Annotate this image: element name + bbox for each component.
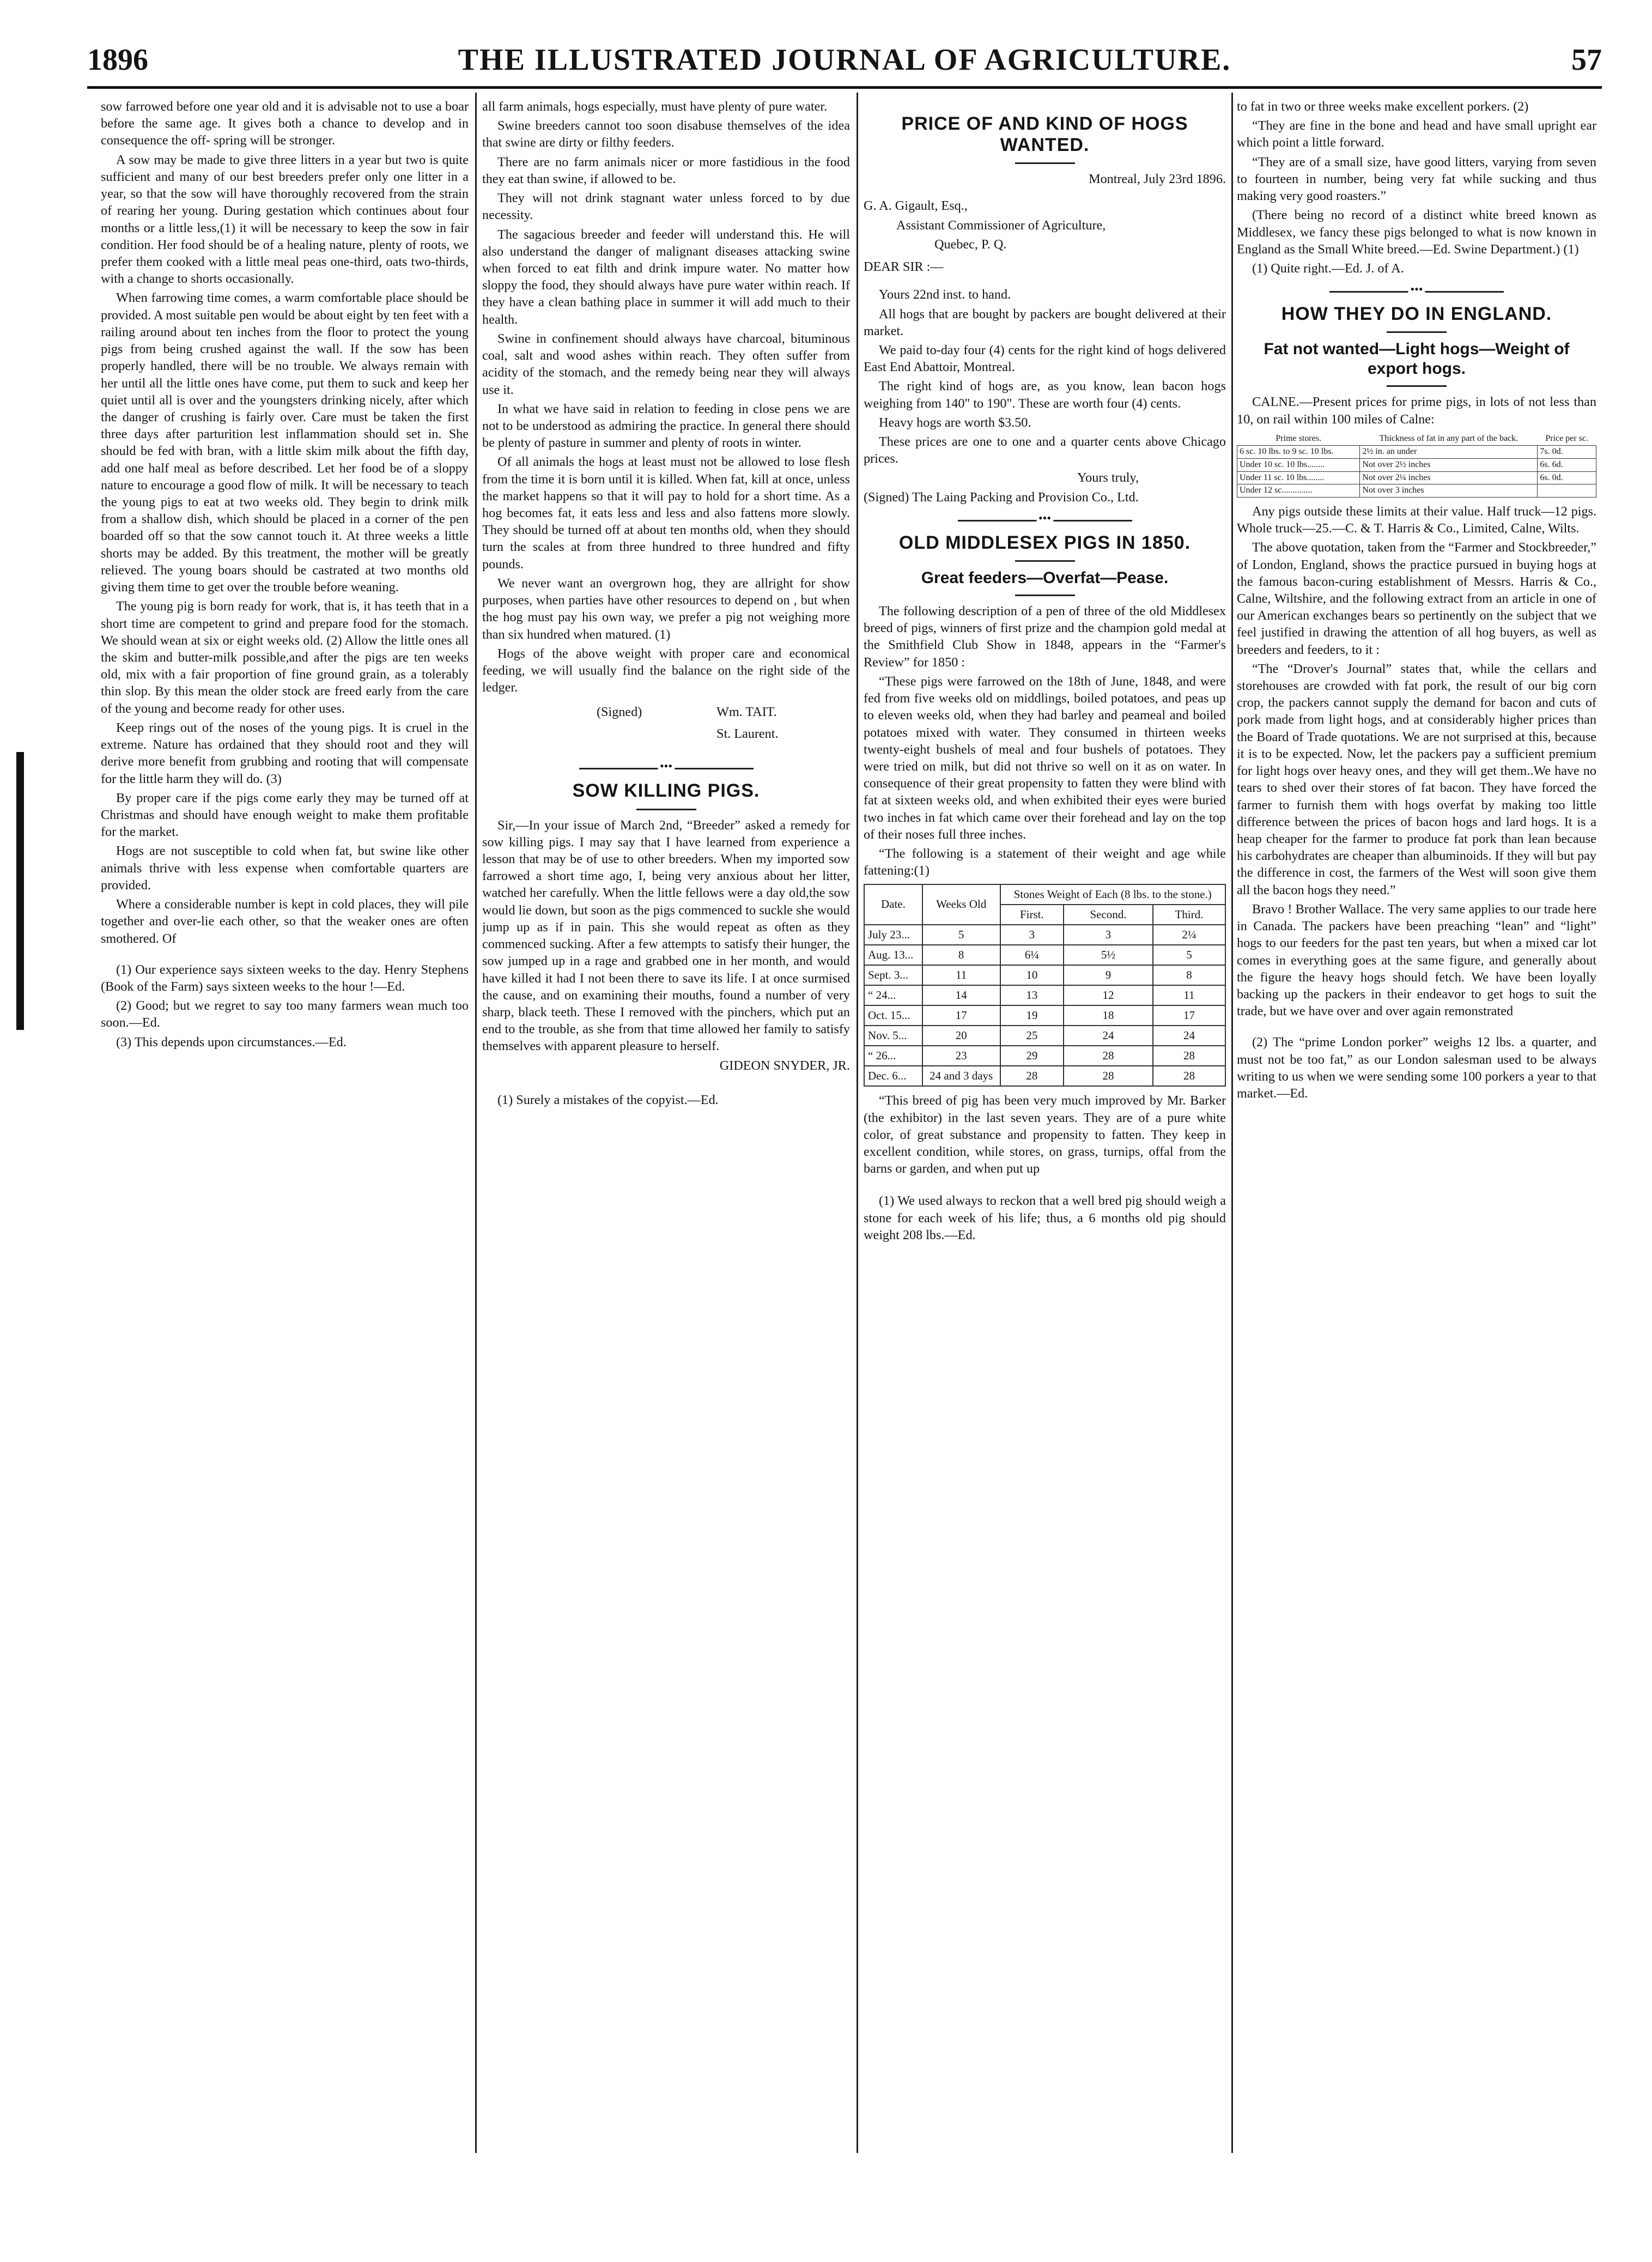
table-row <box>864 925 1225 945</box>
table-header: Price per sc. <box>1545 433 1589 443</box>
column-rule <box>1231 93 1233 2153</box>
table-row <box>864 1046 1225 1066</box>
table-cell: 6s. 6d. <box>1538 458 1596 471</box>
footnote: (1) We used always to reckon that a well bred pig should weigh a stone for each week of his life; thus, a 6 months old pig should weight 208 lbs.—Ed. <box>864 1193 1226 1242</box>
table-cell: 20 <box>922 1026 1000 1046</box>
table-cell: 5 <box>1153 945 1225 965</box>
paragraph: CALNE.—Present prices for prime pigs, in lots of not less than 10, on rail within 100 miles of Calne: <box>1237 395 1596 427</box>
paragraph: These prices are one to one and a quarter cents above Chicago prices. <box>864 434 1226 466</box>
paragraph: Any pigs outside these limits at their value. Half truck—12 pigs. Whole truck—25.—C. & T. Harris & Co., Limited, Calne, Wilts. <box>1237 504 1596 536</box>
paragraph: When farrowing time comes, a warm comfortable place should be provided. A most suitable pen would be about eight by ten feet with a railing around about ten inches from the floor to protect the young pigs from being crushed against the wall. If the sow has been properly handled, there will be no trouble. We always remain with her until all the little ones have come, put them to suck and keep her quiet until all is over and the youngsters drinking nicely, after which the danger of crushing is fairly over. Care must be taken the first three days after parturition lest inflammation should set in. She should be fed with bran, with a little skim milk about the fifth day, add one half meal as before described. Let her food be of a sloppy nature to encourage a good flow of milk. It will be necessary to teach the young pigs to eat at two weeks old. They begin to drink milk from a shallow dish, which should be placed in a corner of the pen boarded off so that the sow cannot touch it. At three weeks a little shorts may be added. By this treatment, the mother will be greatly relieved. The young boars should be castrated at two months old giving them time to get over the trouble before weaning. <box>101 290 469 595</box>
table-row <box>1237 458 1596 471</box>
paragraph: all farm animals, hogs especially, must have plenty of pure water. <box>482 99 828 114</box>
table-row <box>864 1026 1225 1046</box>
signed-label: (Signed) <box>597 705 642 720</box>
table-cell: 28 <box>1153 1066 1225 1086</box>
table-cell: July 23... <box>864 925 922 945</box>
footnote: (2) The “prime London porker” weighs 12 lbs. a quarter, and must not be too fat,” as our London salesman used to be always writing to us when we were sending some 100 porkers a year to that market.—Ed. <box>1237 1035 1596 1101</box>
table-row <box>864 985 1225 1005</box>
table-cell: Not over 2¼ inches <box>1360 471 1538 484</box>
table-cell: 25 <box>1000 1026 1064 1046</box>
paragraph: Yours 22nd inst. to hand. <box>879 287 1011 302</box>
table-cell: 7s. 0d. <box>1538 446 1596 459</box>
paragraph: “The “Drover's Journal” states that, while the cellars and storehouses are crowded with fat pork, the result of our big corn crop, the packers cannot supply the demand for bacon and cuts of pork made from light hogs, and at considerably higher prices than the Board of Trade quotations. We are not surprised at this, because it is to be expected. Now, let the packers pay a sufficient premium for light hogs over heavy ones, and they will get them..We have no tears to shed over their stores of fat bacon. They have forced the farmer to furnish them with hogs overfat by making too little difference between the prices of bacon hogs and lard hogs. It is a heap cheaper for the farmer to produce fat pork than lean because his carbohydrates are cheaper than albuminoids. If they will but pay the difference in cost, the farmers of the West will soon give them all the bacon hogs they need.” <box>1237 661 1596 897</box>
paragraph: The above quotation, taken from the “Farmer and Stockbreeder,” of London, England, shows the practice pursued in buying hogs at the famous bacon-curing establishment of Messrs. Harris & Co., Calne, Wiltshire, and the following extract from an article in one of our American exchanges bears so pertinently on the subject that we feel justified in drawing the attention of all hog buyers, as well as breeders and feeders, to it : <box>1237 540 1596 657</box>
table-cell: 18 <box>1064 1005 1153 1026</box>
heading-rule <box>1387 331 1447 333</box>
table-cell: 2¼ <box>1153 925 1225 945</box>
table-cell <box>1538 484 1596 498</box>
column-3 <box>864 98 1226 2223</box>
table-cell: 10 <box>1000 965 1064 985</box>
table-cell: 17 <box>922 1005 1000 1026</box>
table-header: Second. <box>1064 905 1153 925</box>
table-cell: Aug. 13... <box>864 945 922 965</box>
heading-rule <box>1015 595 1075 596</box>
journal-title: THE ILLUSTRATED JOURNAL OF AGRICULTURE. <box>458 43 1231 77</box>
paragraph: Hogs are not susceptible to cold when fat, but swine like other animals thrive with less expense when comfortable quarters are provided. <box>101 844 469 893</box>
table-cell: 8 <box>1153 965 1225 985</box>
letter-address: Assistant Commissioner of Agriculture, <box>896 217 1106 233</box>
table-header: Weeks Old <box>922 884 1000 925</box>
paragraph: Bravo ! Brother Wallace. The very same applies to our trade here in Canada. The packers have been preaching “lean” and “light” hogs to our feeders for the past ten years, but when a mixed car lot comes in everything goes at the same figure, and generally about the figure the heavy hogs should fetch. We have been loyally backing up the packers in their endeavor to get hogs to suit the trade, but we have over and over again remonstrated <box>1237 901 1596 1019</box>
table-cell: 29 <box>1000 1046 1064 1066</box>
section-heading: PRICE OF AND KIND OF HOGS WANTED. <box>901 113 1188 156</box>
section-subheading: Great feeders—Overfat—Pease. <box>921 569 1169 587</box>
header-rule <box>87 86 1602 89</box>
paragraph: Heavy hogs are worth $3.50. <box>879 415 1031 430</box>
paragraph: By proper care if the pigs come early they may be turned off at Christmas and should have enough weight to make them profitable for the market. <box>101 790 469 840</box>
table-cell: Under 10 sc. 10 lbs........ <box>1237 458 1360 471</box>
table-cell: 28 <box>1000 1066 1064 1086</box>
table-cell: 6s. 0d. <box>1538 471 1596 484</box>
table-cell: 12 <box>1064 985 1153 1005</box>
paragraph: sow farrowed before one year old and it is advisable not to use a boar before the same age. It gives both a chance to develop and in consequence the off- spring will be stronger. <box>101 99 469 148</box>
letter-signature: (Signed) The Laing Packing and Provision Co., Ltd. <box>864 489 1139 505</box>
table-cell: 8 <box>922 945 1000 965</box>
table-cell: 3 <box>1064 925 1153 945</box>
paragraph: Hogs of the above weight with proper care and economical feeding, we will usually find the balance on the right side of the ledger. <box>482 646 850 695</box>
section-divider <box>958 520 1132 521</box>
page-number: 57 <box>1571 43 1602 77</box>
column-2 <box>482 98 850 2223</box>
footnote: (1) Our experience says sixteen weeks to the day. Henry Stephens (Book of the Farm) says sixteen weeks to the hour !—Ed. <box>101 962 469 994</box>
heading-rule <box>1387 385 1447 387</box>
column-4 <box>1237 98 1596 2223</box>
table-cell: 6 sc. 10 lbs. to 9 sc. 10 lbs. <box>1237 446 1360 459</box>
table-cell: 14 <box>922 985 1000 1005</box>
paragraph: We paid to-day four (4) cents for the right kind of hogs delivered East End Abattoir, Montreal. <box>864 342 1226 375</box>
paragraph: to fat in two or three weeks make excellent porkers. (2) <box>1237 99 1529 114</box>
table-cell: 28 <box>1064 1066 1153 1086</box>
price-table <box>1237 432 1596 498</box>
letter-closing: Yours truly, <box>1077 470 1139 486</box>
table-header: Stones Weight of Each (8 lbs. to the stone.) <box>1000 884 1226 905</box>
footnote: (2) Good; but we regret to say too many farmers wean much too soon.—Ed. <box>101 998 469 1030</box>
table-cell: Dec. 6... <box>864 1066 922 1086</box>
table-cell: 11 <box>1153 985 1225 1005</box>
section-divider <box>579 768 754 769</box>
signer-place: St. Laurent. <box>716 726 779 742</box>
table-header: Date. <box>864 884 922 925</box>
footnote: (1) Surely a mistakes of the copyist.—Ed. <box>497 1092 719 1107</box>
table-cell: 28 <box>1153 1046 1225 1066</box>
paragraph: (There being no record of a distinct white breed known as Middlesex, we fancy these pigs belonged to what is now known in England as the Small White breed.—Ed. Swine Department.) (1) <box>1237 208 1596 257</box>
table-row <box>864 1005 1225 1026</box>
paragraph: The young pig is born ready for work, that is, it has teeth that in a short time are competent to grind and prepare food for the stomach. We should wean at six or eight weeks old. (2) Allow the little ones all the skim and butter-milk possible,and after the pigs are ten weeks old, mix with a fair proportion of fine ground grain, as a tolerably thin slop. By this mean the older stock are freed early from the care of the young and become ready for other uses. <box>101 599 469 716</box>
signer-name: GIDEON SNYDER, JR. <box>719 1058 850 1073</box>
table-row <box>864 965 1225 985</box>
section-divider <box>1329 291 1504 293</box>
table-cell: Not over 2½ inches <box>1360 458 1538 471</box>
table-cell: 23 <box>922 1046 1000 1066</box>
footnote: (3) This depends upon circumstances.—Ed. <box>116 1034 347 1050</box>
column-rule <box>475 93 477 2153</box>
paragraph: Of all animals the hogs at least must not be allowed to lose flesh from the time it is born until it is killed. When fat, kill at once, unless the market happens so that it will pay to hold for a short time. As a hog becomes fat, it eats less and less and also fattens more slowly. They should be turned off at about ten months old, when they should turn the scales at from three hundred to three hundred and fifty pounds. <box>482 454 850 572</box>
section-subheading: Fat not wanted—Light hogs—Weight of export hogs. <box>1264 340 1570 378</box>
section-heading: HOW THEY DO IN ENGLAND. <box>1281 304 1552 325</box>
paragraph: A sow may be made to give three litters in a year but two is quite sufficient and many of our best breeders prefer only one litter in a year, so that the sow will have thoroughly recovered from the strain of rearing her young. During gestation which continues about four months or a little less,(1) it will be necessary to keep the sow in fair condition. Her food should be of a healing nature, plenty of roots, we prefer them cooked with a little meal peas one-third, oats two-thirds, with a change to shorts occasionally. <box>101 152 469 287</box>
table-cell: 24 and 3 days <box>922 1066 1000 1086</box>
table-cell: 11 <box>922 965 1000 985</box>
table-header: Third. <box>1153 905 1225 925</box>
heading-rule <box>636 809 696 810</box>
paragraph: All hogs that are bought by packers are bought delivered at their market. <box>864 306 1226 338</box>
table-row <box>1237 471 1596 484</box>
table-header: First. <box>1000 905 1064 925</box>
paragraph: “This breed of pig has been very much improved by Mr. Barker (the exhibitor) in the last seven years. They are of a pure white color, of great substance and propensity to fatten. They keep in excellent condition, while stores, on grass, turnips, offal from the barns or garden, and when put up <box>864 1093 1226 1177</box>
table-cell: Not over 3 inches <box>1360 484 1538 498</box>
table-cell: Sept. 3... <box>864 965 922 985</box>
table-cell: 5½ <box>1064 945 1153 965</box>
page-year: 1896 <box>87 43 148 77</box>
paragraph: “The following is a statement of their weight and age while fattening:(1) <box>864 846 1226 878</box>
table-cell: 17 <box>1153 1005 1225 1026</box>
paragraph: Where a considerable number is kept in cold places, they will pile together and over-lie each other, so that the weaker ones are often smothered. Of <box>101 897 469 946</box>
paragraph: There are no farm animals nicer or more fastidious in the food they eat than swine, if allowed to be. <box>482 154 850 186</box>
paragraph: “They are fine in the bone and head and have small upright ear which point a little forward. <box>1237 118 1596 150</box>
heading-rule <box>1015 560 1075 562</box>
paragraph: In what we have said in relation to feeding in close pens we are not to be understood as admiring the practice. In general there should be plenty of pasture in summer and plenty of roots in winter. <box>482 401 850 451</box>
table-row <box>864 945 1225 965</box>
table-cell: 5 <box>922 925 1000 945</box>
column-1 <box>101 98 469 2223</box>
section-heading: OLD MIDDLESEX PIGS IN 1850. <box>898 532 1191 553</box>
weight-table <box>864 884 1226 1087</box>
paragraph: “They are of a small size, have good litters, varying from seven to fourteen in number, being very fat while sucking and thus making very good roasters.” <box>1237 154 1596 204</box>
paragraph: They will not drink stagnant water unless forced to by due necessity. <box>482 191 850 223</box>
letter-address: Quebec, P. Q. <box>934 236 1007 252</box>
table-cell: Oct. 15... <box>864 1005 922 1026</box>
table-cell: Under 11 sc. 10 lbs........ <box>1237 471 1360 484</box>
table-header: Thickness of fat in any part of the back. <box>1379 433 1519 443</box>
paragraph: Sir,—In your issue of March 2nd, “Breeder” asked a remedy for sow killing pigs. I may say that I have learned from experience a lesson that may be of use to other breeders. When my imported sow farrowed a short time ago, I, being very anxious about her litter, watched her carefully. When the little fellows were a day old,the sow would lie down, but soon as the pigs commenced to suckle she would jump up as if in pain. This she would repeat as often as they commenced sucking. After a few attempts to satisfy their hunger, the sow jumped up in a rage and grabbed one in her month, and would have killed it had I not been there to save its life. I at once surmised the cause, and on examining their mouths, found a number of very sharp, black teeth. These I removed with the pinchers, which put an end to the trouble, as she from that time allowed her family to satisfy themselves with apparent pleasure to herself. <box>482 817 850 1054</box>
table-cell: 6¼ <box>1000 945 1064 965</box>
table-row <box>864 1066 1225 1086</box>
letter-address: G. A. Gigault, Esq., <box>864 198 968 214</box>
paragraph: Keep rings out of the noses of the young pigs. It is cruel in the extreme. Nature has ordained that they should root and they will derive more benefit from grubbing and rooting that will compensate for the little harm they will do. (3) <box>101 720 469 786</box>
table-cell: “ 26... <box>864 1046 922 1066</box>
salutation: DEAR SIR :— <box>864 259 944 275</box>
table-cell: 3 <box>1000 925 1064 945</box>
table-row <box>1237 446 1596 459</box>
table-row <box>1237 484 1596 498</box>
paragraph: The right kind of hogs are, as you know, lean bacon hogs weighing from 140" to 190". These are worth four (4) cents. <box>864 379 1226 411</box>
signature-block <box>482 704 850 754</box>
paragraph: “These pigs were farrowed on the 18th of June, 1848, and were fed from five weeks old on middlings, boiled potatoes, and peas up to eleven weeks old, when they had barley and peameal and boiled potatoes mixed with water. They consumed in thirteen weeks twenty-eight bushels of meal and four bushels of potatoes. They were tried on milk, but did not thrive so well on it as on water. In consequence of their great propensity to fatten they were blind with fat at sixteen weeks old, and when exhibited their eyes were buried two inches in fat which came over their forehead and lay on the top of their noses full three inches. <box>864 674 1226 842</box>
table-cell: 24 <box>1064 1026 1153 1046</box>
table-cell: 28 <box>1064 1046 1153 1066</box>
table-cell: 19 <box>1000 1005 1064 1026</box>
paragraph: The following description of a pen of three of the old Middlesex breed of pigs, winners of first prize and the champion gold medal at the Smithfield Club Show in 1848, appears in the “Farmer's Review” for 1850 : <box>864 604 1226 670</box>
table-cell: Nov. 5... <box>864 1026 922 1046</box>
paragraph: (1) Quite right.—Ed. J. of A. <box>1252 260 1404 276</box>
section-heading: SOW KILLING PIGS. <box>572 780 760 802</box>
table-cell: 24 <box>1153 1026 1225 1046</box>
page-header <box>87 43 1602 84</box>
paragraph: We never want an overgrown hog, they are allright for show purposes, when parties have other resources to depend on , but when the hog must pay his own way, we prefer a pig not weighing more than six hundred when matured. (1) <box>482 575 850 642</box>
heading-rule <box>1015 162 1075 164</box>
paragraph: Swine in confinement should always have charcoal, bituminous coal, salt and wood ashes within reach. They often suffer from acidity of the stomach, and the remedy being near they will always use it. <box>482 331 850 397</box>
table-cell: 13 <box>1000 985 1064 1005</box>
column-rule <box>857 93 858 2153</box>
table-header: Prime stores. <box>1276 433 1321 443</box>
letter-dateline: Montreal, July 23rd 1896. <box>1089 172 1226 187</box>
table-cell: Under 12 sc.............. <box>1237 484 1360 498</box>
margin-mark <box>16 752 24 1030</box>
table-cell: 9 <box>1064 965 1153 985</box>
table-cell: “ 24... <box>864 985 922 1005</box>
table-cell: 2½ in. an under <box>1360 446 1538 459</box>
signer-name: Wm. TAIT. <box>716 705 777 720</box>
paragraph: The sagacious breeder and feeder will understand this. He will also understand the danger of malignant diseases attacking swine when forced to eat filth and drink impure water. No matter how sloppy the food, they should always have pure water within reach. If they have a clean bathing place in summer it will add much to their health. <box>482 227 850 327</box>
paragraph: Swine breeders cannot too soon disabuse themselves of the idea that swine are dirty or filthy feeders. <box>482 118 850 150</box>
